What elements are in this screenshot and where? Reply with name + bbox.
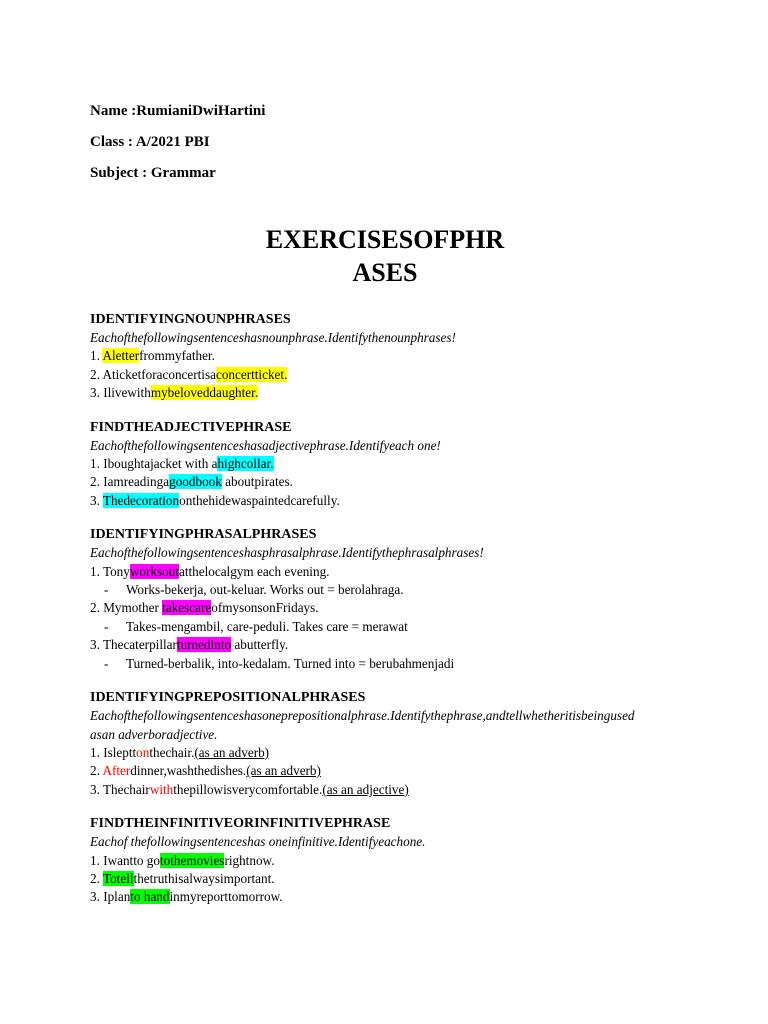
section-heading: IDENTIFYINGPREPOSITIONALPHRASES xyxy=(90,690,366,706)
preposition-word: on xyxy=(136,744,150,760)
list-item: 3. Ilivewithmybeloveddaughter. xyxy=(90,385,259,401)
highlighted-phrase: worksout xyxy=(129,563,179,579)
highlighted-phrase: Thedecoration xyxy=(102,492,180,508)
section-instruction: Eachof thefollowingsentenceshas oneinfinitive.Identifyeachone. xyxy=(90,834,426,850)
list-item: 3. Iplanto handinmyreporttomorrow. xyxy=(90,889,283,905)
page-title xyxy=(90,223,680,289)
list-item: 1. Iboughtajacket with ahighcollar. xyxy=(90,456,274,472)
section-noun-phrases xyxy=(90,311,710,403)
highlighted-phrase: highcollar. xyxy=(217,456,274,472)
list-item: 1. Iwantto gotothemoviesrightnow. xyxy=(90,852,275,868)
highlighted-phrase: mybeloveddaughter. xyxy=(150,385,259,401)
list-item: 2. Totellthetruthisalwaysimportant. xyxy=(90,870,275,886)
section-heading: IDENTIFYINGPHRASALPHRASES xyxy=(90,527,317,543)
list-item: 2. Afterdinner,washthedishes.(as an adverb) xyxy=(90,763,321,779)
student-name: Name :RumianiDwiHartini xyxy=(90,103,266,119)
list-item: 2. Mymother takescareofmysonsonFridays. xyxy=(90,600,319,616)
preposition-word: After xyxy=(102,763,131,779)
section-instruction: asan adverboradjective. xyxy=(90,726,218,742)
list-item: 3. Thechairwiththepillowisverycomfortable.(as an adjective) xyxy=(90,781,409,797)
highlighted-phrase: concertticket. xyxy=(215,366,288,382)
highlighted-phrase: turnedinto xyxy=(176,637,232,653)
usage-label: (as an adverb) xyxy=(194,744,270,760)
highlighted-phrase: takescare xyxy=(162,600,212,616)
section-heading: FINDTHEINFINITIVEORINFINITIVEPHRASE xyxy=(90,816,391,832)
highlighted-phrase: tothemovies xyxy=(159,852,225,868)
translation-note: - Takes-mengambil, care-peduli. Takes care = merawat xyxy=(104,618,408,634)
usage-label: (as an adjective) xyxy=(322,781,409,797)
title-line-2: ASES xyxy=(352,258,418,287)
preposition-word: with xyxy=(149,781,174,797)
section-phrasal-phrases xyxy=(90,526,710,673)
section-adjective-phrases xyxy=(90,419,710,511)
section-instruction: Eachofthefollowingsentenceshasnounphrase.Identifythenounphrases! xyxy=(90,330,456,345)
translation-note: - Works-bekerja, out-keluar. Works out = berolahraga. xyxy=(104,582,404,598)
highlighted-phrase: Totell xyxy=(102,870,134,886)
section-infinitive-phrases xyxy=(90,815,710,907)
section-instruction: Eachofthefollowingsentenceshasoneprepositionalphrase.Identifythephrase,andtellwhetheritisbeingused xyxy=(90,708,635,724)
highlighted-phrase: goodbook xyxy=(169,474,222,490)
section-heading: FINDTHEADJECTIVEPHRASE xyxy=(90,419,292,435)
list-item: 3. Thecaterpillarturnedinto abutterfly. xyxy=(90,637,289,653)
highlighted-phrase: Aletter xyxy=(102,348,140,364)
highlighted-phrase: to hand xyxy=(130,889,170,905)
list-item: 3. Thedecorationonthehidewaspaintedcarefully. xyxy=(90,492,340,508)
usage-label: (as an adverb) xyxy=(246,763,321,779)
section-instruction: Eachofthefollowingsentenceshasadjectivephrase.Identifyeach one! xyxy=(90,437,441,453)
list-item: 2. Iamreadingagoodbook aboutpirates. xyxy=(90,474,293,490)
section-prepositional-phrases xyxy=(90,689,710,799)
document-page xyxy=(90,101,710,923)
list-item: 1. Islepttonthechair.(as an adverb) xyxy=(90,744,270,760)
list-item: 2. Aticketforaconcertisaconcertticket. xyxy=(90,366,288,382)
translation-note: - Turned-berbalik, into-kedalam. Turned into = berubahmenjadi xyxy=(104,655,455,671)
student-class: Class : A/2021 PBI xyxy=(90,134,210,150)
list-item: 1. Aletterfrommyfather. xyxy=(90,348,215,364)
list-item: 1. Tonyworksoutatthelocalgym each evening. xyxy=(90,563,330,579)
subject: Subject : Grammar xyxy=(90,165,216,181)
title-line-1: EXERCISESOFPHR xyxy=(265,225,505,254)
section-instruction: Eachofthefollowingsentenceshasphrasalphrase.Identifythephrasalphrases! xyxy=(90,545,484,561)
section-heading: IDENTIFYINGNOUNPHRASES xyxy=(90,312,291,327)
